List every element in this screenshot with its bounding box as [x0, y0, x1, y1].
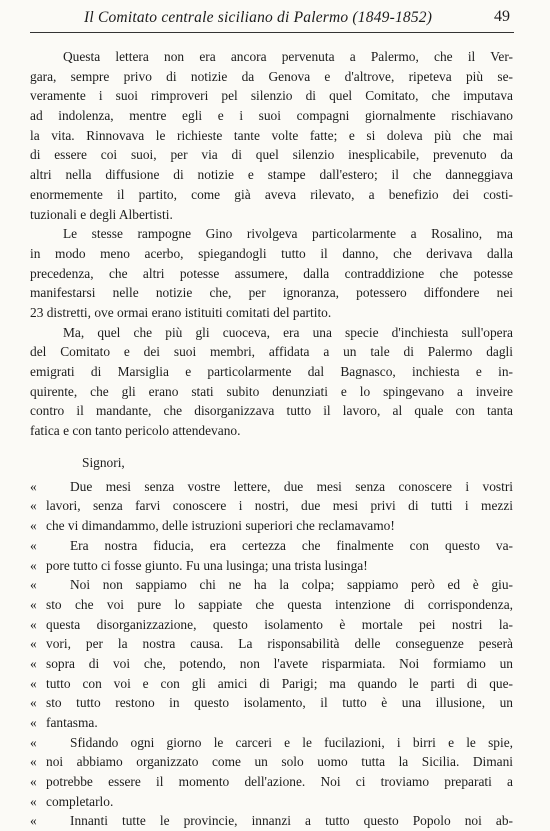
quote-mark: « — [30, 518, 37, 534]
text-line: tuzionali e degli Albertisti. — [30, 206, 173, 222]
quote-paragraph — [30, 477, 513, 536]
quote-paragraph — [30, 575, 513, 733]
quote-line — [30, 634, 513, 654]
header-rule — [30, 32, 514, 33]
quote-mark: « — [30, 813, 37, 829]
quote-text: Innanti tutte le provincie, innanzi a tutto questo Popolo noi ab- — [70, 813, 513, 829]
quote-line — [30, 792, 513, 812]
text-line: emigrati di Marsiglia e particolarmente dal Bagnasco, inchiesta e in- — [30, 364, 513, 379]
quote-mark: « — [30, 577, 37, 593]
page-number: 49 — [494, 8, 510, 25]
quote-line — [30, 516, 513, 536]
quote-mark: « — [30, 596, 37, 612]
quote-text: tutto con voi e con gli amici di Parigi; ma quando le parti di que- — [46, 675, 513, 691]
quote-line — [30, 556, 513, 576]
quote-line — [30, 575, 513, 595]
quote-text: fantasma. — [46, 715, 98, 730]
quoted-letter — [30, 477, 513, 831]
quote-mark: « — [30, 498, 37, 514]
quote-paragraph — [30, 536, 513, 575]
quote-mark: « — [30, 616, 37, 632]
quote-mark: « — [30, 557, 37, 573]
quote-line — [30, 733, 513, 753]
salutation: Signori, — [82, 454, 125, 470]
quote-text: sopra di voi che, potendo, non l'avete risparmiata. Noi formiamo un — [46, 655, 513, 671]
quote-paragraph — [30, 733, 513, 812]
text-line: 23 distretti, ove ormai erano istituiti comitati del partito. — [30, 304, 332, 320]
text-line: la vita. Rinnovava le richieste tante volte fatte; e si doleva più che mai — [30, 127, 513, 143]
quote-text: Sfidando ogni giorno le carceri e le fucilazioni, i birri e le spie, — [70, 734, 513, 750]
quote-line — [30, 752, 513, 772]
text-line: in modo meno acerbo, spiegandogli tutto il danno, che derivava dalla — [30, 245, 513, 261]
text-line: ad indolenza, mentre egli e i suoi compagni giornalmente rischiavano — [30, 108, 513, 124]
quote-line — [30, 772, 513, 792]
quote-line — [30, 496, 513, 516]
quote-mark: « — [30, 774, 37, 790]
running-title: Il Comitato centrale siciliano di Palermo (1849-1852) — [84, 9, 433, 26]
quote-text: sto tutto restono in questo isolamento, il tutto è una illusione, un — [46, 695, 513, 711]
page-header — [0, 0, 550, 34]
quote-text: Due mesi senza vostre lettere, due mesi senza conoscere i vostri — [70, 478, 513, 494]
text-line: gara, sempre privo di notizie da Genova e d'altrove, ripeteva più se- — [30, 68, 513, 84]
quote-text: Noi non sappiamo chi ne ha la colpa; sappiamo però ed è giu- — [70, 577, 513, 593]
quote-mark: « — [30, 478, 37, 494]
quote-line — [30, 595, 513, 615]
paragraph — [30, 224, 513, 322]
quote-mark: « — [30, 715, 37, 730]
quote-text: Era nostra fiducia, era certezza che finalmente con questo va- — [70, 537, 513, 553]
quote-line — [30, 477, 513, 497]
text-line: Questa lettera non era ancora pervenuta a Palermo, che il Ver- — [63, 49, 513, 64]
quote-mark: « — [30, 537, 37, 553]
text-line: Le stesse rampogne Gino rivolgeva particolarmente a Rosalino, ma — [63, 226, 513, 242]
quote-text: vori, per la nostra causa. La risponsabilità delle conseguenze peserà — [46, 636, 513, 652]
quote-text: potrebbe essere il momento dell'azione. Noi ci troviamo preparati a — [46, 774, 513, 790]
quote-line — [30, 713, 513, 733]
quote-paragraph — [30, 811, 513, 831]
text-line: manifestarsi nelle notizie che, per ignoranza, potessero diffondere nei — [30, 285, 513, 301]
quote-line — [30, 654, 513, 674]
quote-mark: « — [30, 754, 37, 770]
text-line: enormemente il partito, come già aveva rilevato, a benefizio dei costi- — [30, 186, 513, 202]
quote-mark: « — [30, 793, 37, 809]
quote-mark: « — [30, 636, 37, 652]
paragraph — [30, 323, 513, 441]
quote-text: che vi dimandammo, delle istruzioni superiori che reclamavamo! — [46, 518, 395, 534]
quote-mark: « — [30, 655, 37, 671]
quote-line — [30, 811, 513, 831]
quote-text: sto che voi pure lo sappiate che questa intenzione di corrispondenza, — [46, 596, 513, 612]
quote-line — [30, 536, 513, 556]
body-text — [30, 47, 513, 831]
spacer — [30, 441, 513, 453]
text-line: contro il mandante, che disorganizzava tutto il lavoro, al quale con tanta — [30, 403, 513, 419]
quote-mark: « — [30, 695, 37, 711]
text-line: fatica e con tanto pericolo attendevano. — [30, 423, 241, 439]
text-line: quirente, che gli erano stati subito denunziati e lo spingevano a inveire — [30, 383, 513, 399]
text-line: altri nella diffusione di notizie e stampe dall'estero; il che danneggiava — [30, 167, 513, 183]
text-line: di essere coi suoi, per via di quel silenzio inesplicabile, prevenuto da — [30, 147, 513, 163]
text-line: Ma, quel che più gli cuoceva, era una specie d'inchiesta sull'opera — [63, 324, 513, 340]
quote-mark: « — [30, 734, 37, 750]
text-line: veramente i suoi rimproveri pel silenzio di quel Comitato, che imputava — [30, 88, 513, 104]
quote-text: questa disorganizzazione, questo isolamento è mortale pei nostri la- — [46, 616, 513, 632]
quote-text: pore tutto ci fosse giunto. Fu una lusinga; una trista lusinga! — [46, 557, 368, 573]
quote-line — [30, 674, 513, 694]
text-line: precedenza, che altri potesse assumere, dalla contraddizione che potesse — [30, 265, 513, 281]
quote-line — [30, 615, 513, 635]
paragraph — [30, 47, 513, 224]
quote-text: completarlo. — [46, 793, 114, 809]
quote-line — [30, 693, 513, 713]
text-line: del Comitato e dei suoi membri, affidata a un tale di Palermo dagli — [30, 344, 513, 360]
quote-text: lavori, senza farvi conoscere i nostri, due mesi privi di tutti i mezzi — [46, 498, 513, 514]
quote-mark: « — [30, 675, 37, 691]
quote-text: noi abbiamo organizzato come un solo uomo tutta la Sicilia. Dimani — [46, 754, 513, 770]
